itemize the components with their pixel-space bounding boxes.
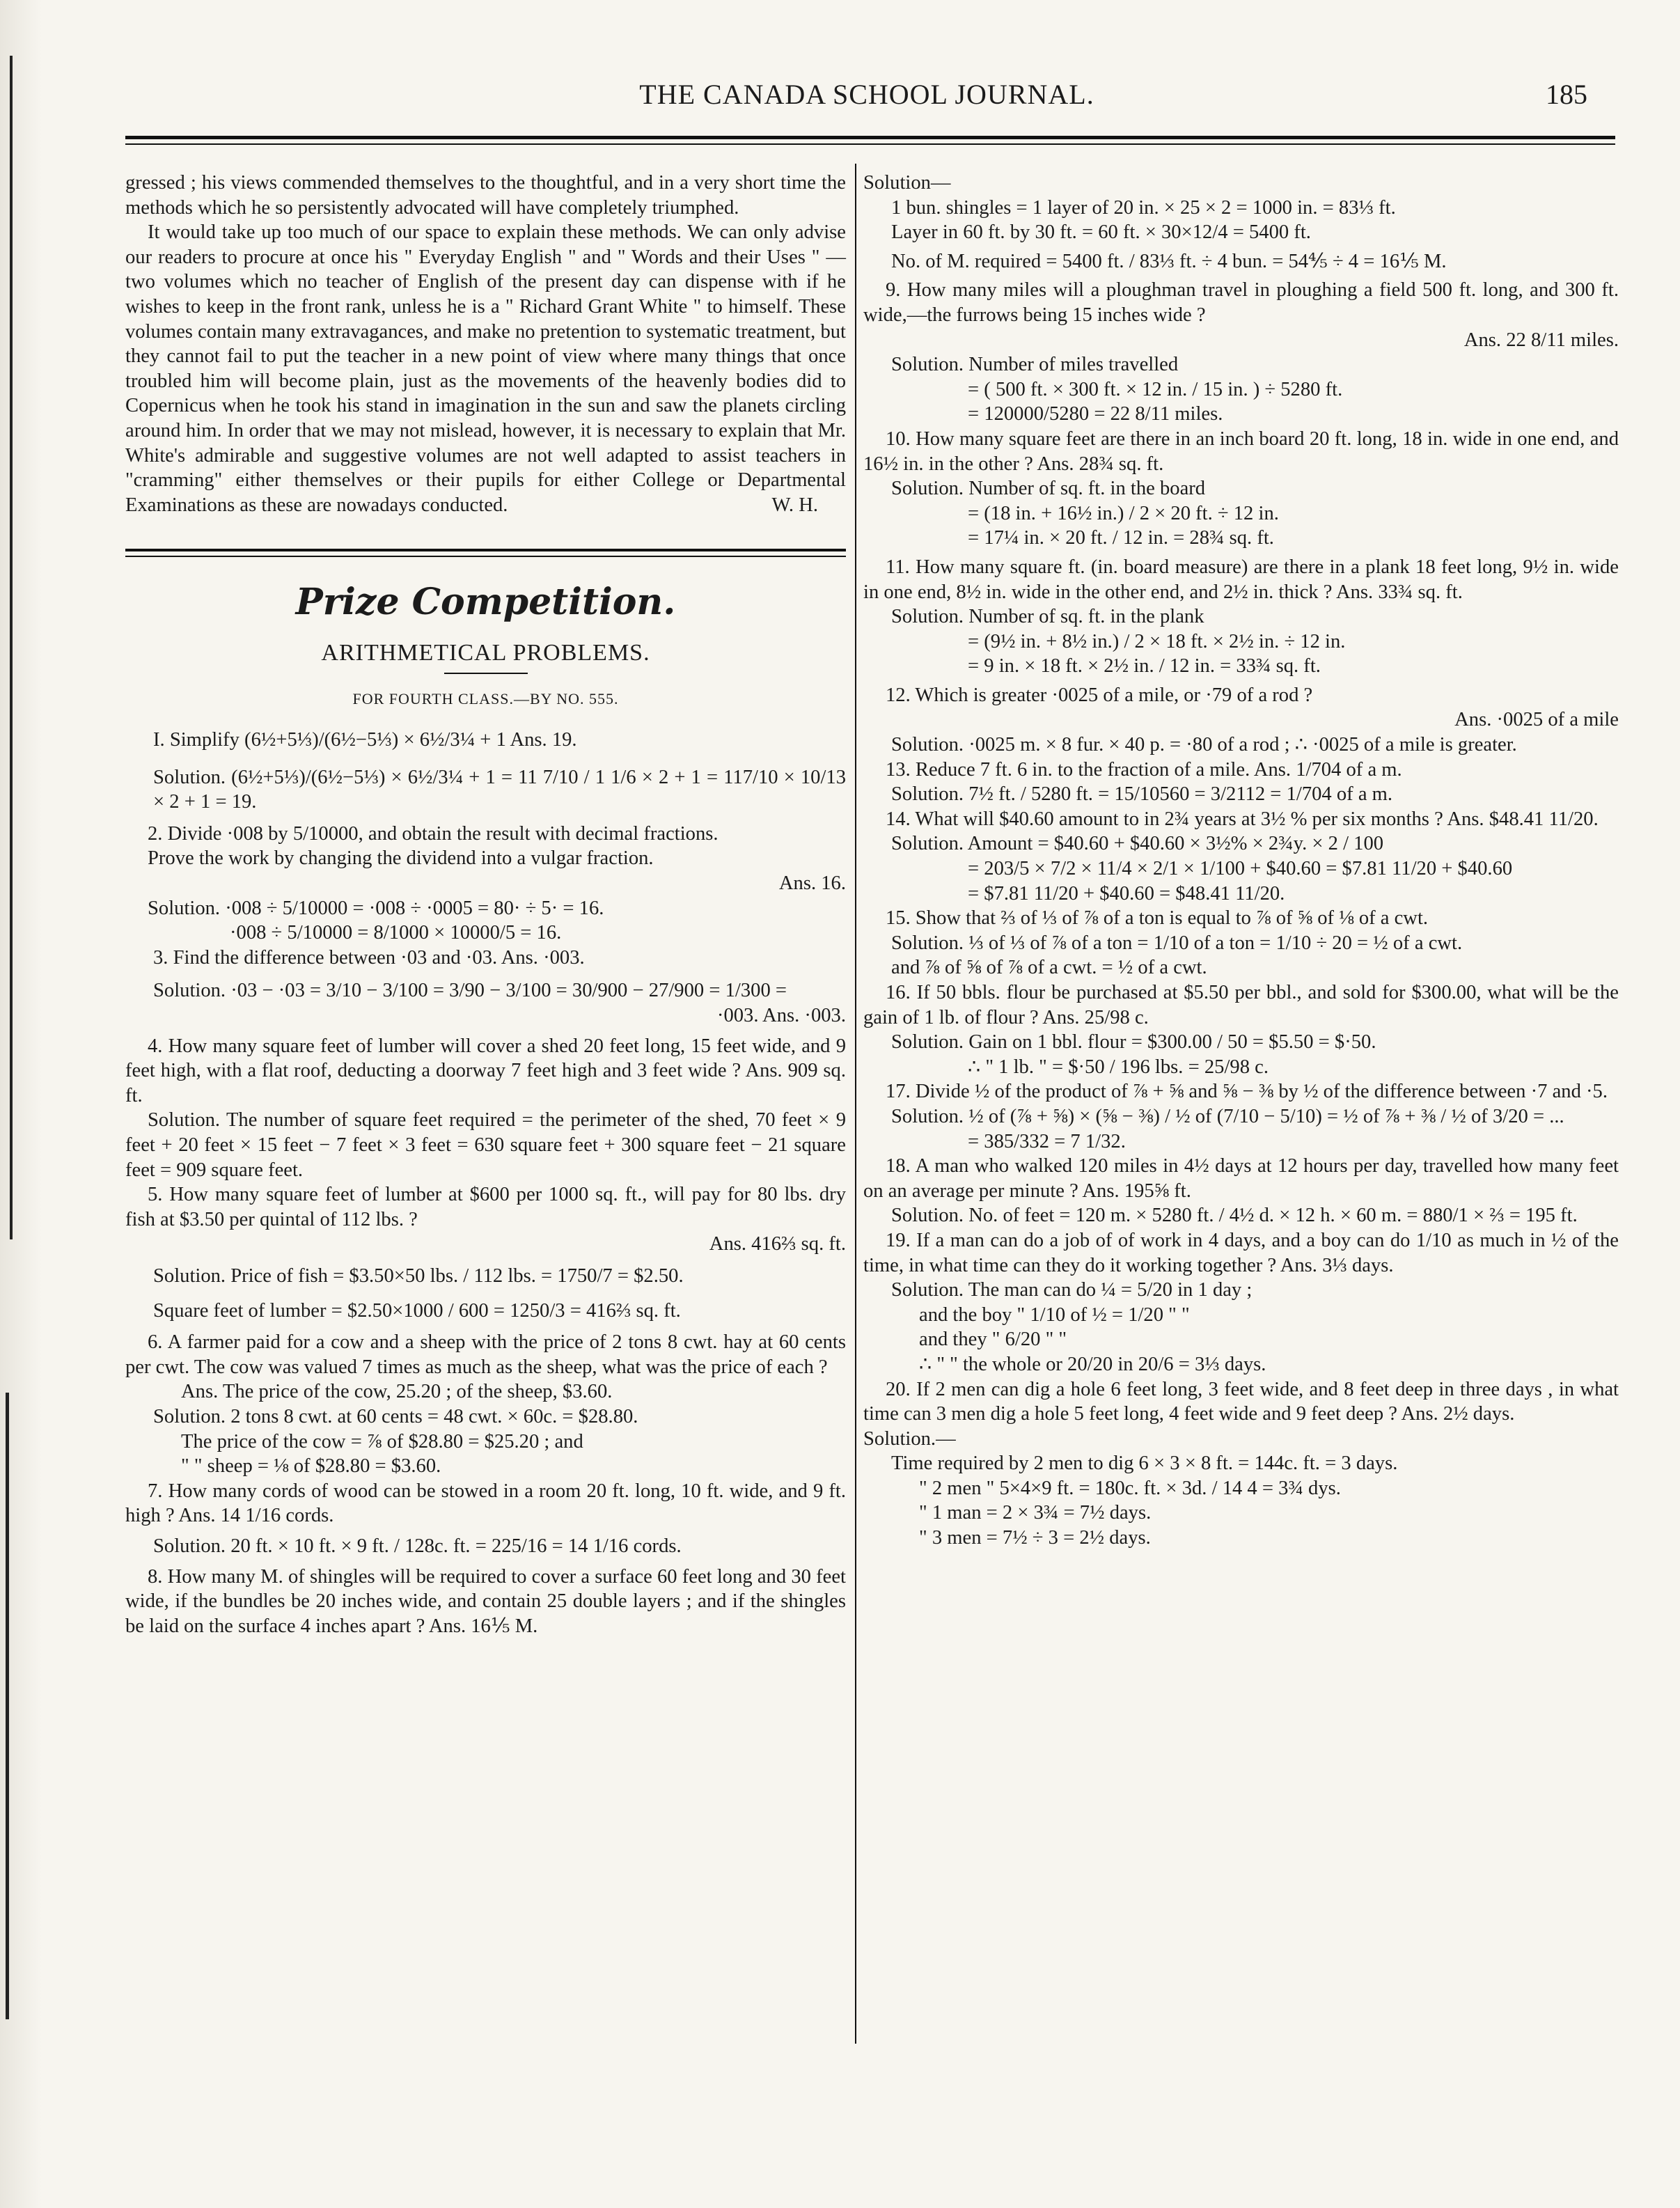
section-rule: [125, 556, 846, 557]
problem-line: 6. A farmer paid for a cow and a sheep with the price of 2 tons 8 cwt. hay at 60 cents per cwt. The cow was valued 7 times as much as the sheep, what was the price of each ?: [125, 1331, 846, 1378]
problem-line: 15. Show that ⅔ of ⅓ of ⅞ of a ton is equal to ⅞ of ⅝ of ⅛ of a cwt.: [886, 907, 1429, 930]
solution-line: Solution. 20 ft. × 10 ft. × 9 ft. / 128c. ft. = 225/16 = 14 1/16 cords.: [153, 1535, 682, 1557]
solution-line: Layer in 60 ft. by 30 ft. = 60 ft. × 30×12/4 = 5400 ft.: [891, 221, 1311, 244]
problem-line: 2. Divide ·008 by 5/10000, and obtain the result with decimal fractions.: [148, 822, 719, 845]
solution-line: The price of the cow = ⅞ of $28.80 = $25.20 ; and: [181, 1430, 583, 1453]
problem-line: 11. How many square ft. (in. board measure) are there in a plank 18 feet long, 9½ in. wide in one end, 8½ in. wide in the other end, and 2½ in. thick ? Ans. 33¾ sq. ft.: [863, 556, 1619, 603]
page-number: 185: [1546, 79, 1587, 110]
solution-line: Solution. ·0025 m. × 8 fur. × 40 p. = ·80 of a rod ; ∴ ·0025 of a mile is greater.: [891, 734, 1517, 756]
problem-line: 10. How many square feet are there in an inch board 20 ft. long, 18 in. wide in one end, and 16½ in. in the other ? Ans. 28¾ sq. ft.: [863, 428, 1619, 475]
section-title: Prize Competition.: [295, 580, 676, 623]
solution-line: and they " 6/20 " ": [919, 1329, 1067, 1351]
solution-line: Solution. ⅓ of ⅓ of ⅞ of a ton = 1/10 of a ton = 1/10 ÷ 20 = ½ of a cwt.: [891, 932, 1463, 954]
left-column: [125, 171, 846, 1638]
binding-mark: [6, 1393, 9, 2019]
solution-line: Solution. ½ of (⅞ + ⅝) × (⅝ − ⅜) / ½ of (7/10 − 5/10) = ½ of ⅞ + ⅜ / ½ of 3/20 = ...: [891, 1105, 1564, 1127]
problem-line: 14. What will $40.60 amount to in 2¾ years at 3½ % per six months ? Ans. $48.41 11/20.: [886, 808, 1599, 830]
solution-line: " " sheep = ⅛ of $28.80 = $3.60.: [181, 1455, 441, 1478]
answer-line: Ans. 22 8/11 miles.: [1463, 329, 1619, 351]
solution-line: Solution. Number of sq. ft. in the board: [891, 478, 1206, 500]
solution-line: ∴ " 1 lb. " = $·50 / 196 lbs. = 25/98 c.: [968, 1056, 1269, 1078]
solution-line: ·008 ÷ 5/10000 = 8/1000 × 10000/5 = 16.: [230, 922, 562, 944]
problem-line: 5. How many square feet of lumber at $600 per 1000 sq. ft., will pay for 80 lbs. dry fish at $3.50 per quintal of 112 lbs. ?: [125, 1184, 846, 1230]
short-rule: [444, 673, 528, 674]
solution-line: = (9½ in. + 8½ in.) / 2 × 18 ft. × 2½ in. ÷ 12 in.: [968, 630, 1346, 652]
signature: W. H.: [771, 494, 818, 517]
solution-line: Solution. 7½ ft. / 5280 ft. = 15/10560 = 3/2112 = 1/704 of a m.: [891, 783, 1393, 806]
essay-paragraph: It would take up too much of our space to explain these methods. We can only advise our readers to procure at once his " Everyday English " and " Words and their Uses " —two volumes which no teacher of English of the present day can dispense with if he wishes to keep in the front rank, unless he is a " Richard Grant White " to himself. These volumes contain many extravagances, and make no pretention to systematic treatment, but they cannot fail to put the teacher in a new point of view where many things that once troubled him will become plain, just as the movements of the heavenly bodies did to Copernicus when he took his stand in imagination in the sun and saw the planets circling around him. In order that we may not mislead, however, it is necessary to explain that Mr. White's admirable and suggestive volumes are not well adapted to assist teachers in "cramming" either themselves or their pupils for either College or Departmental Examinations as these are nowadays conducted.: [125, 221, 846, 516]
journal-title: THE CANADA SCHOOL JOURNAL.: [639, 79, 1094, 110]
solution-line: = (18 in. + 16½ in.) / 2 × 20 ft. ÷ 12 in.: [968, 502, 1279, 524]
solution-line: and the boy " 1/10 of ½ = 1/20 " ": [919, 1303, 1190, 1326]
problem-line: 19. If a man can do a job of of work in 4 days, and a boy can do 1/10 as much in ½ of the time, in what time can they do it working together ? Ans. 3⅓ days.: [863, 1229, 1619, 1276]
solution-line: = $7.81 11/20 + $40.60 = $48.41 11/20.: [968, 882, 1285, 905]
problem-line: Prove the work by changing the dividend into a vulgar fraction.: [148, 847, 654, 870]
problem-line: 3. Find the difference between ·03 and ·03. Ans. ·003.: [153, 946, 585, 969]
problem-line: 17. Divide ½ of the product of ⅞ + ⅝ and ⅝ − ⅜ by ½ of the difference between ·7 and ·5.: [886, 1081, 1608, 1103]
problem-line: 20. If 2 men can dig a hole 6 feet long, 3 feet wide, and 8 feet deep in three days , in what time can 3 men dig a hole 5 feet long, 4 feet wide and 9 feet deep ? Ans. 2½ days.: [863, 1378, 1619, 1425]
solution-line: = 120000/5280 = 22 8/11 miles.: [968, 403, 1223, 425]
header-rule-thin: [125, 143, 1615, 145]
solution-line: Solution. Number of miles travelled: [891, 354, 1179, 376]
answer-line: Ans. The price of the cow, 25.20 ; of the sheep, $3.60.: [181, 1381, 613, 1403]
byline: FOR FOURTH CLASS.—BY NO. 555.: [352, 689, 619, 707]
problem-line: 8. How many M. of shingles will be required to cover a surface 60 feet long and 30 feet wide, if the bundles be 20 inches wide, and contain 25 double layers ; and if the shingles be laid on the surface 4 inches apart ? Ans. 16⅕ M.: [125, 1565, 846, 1637]
solution-line: = 385/332 = 7 1/32.: [968, 1130, 1126, 1152]
solution-line: 1 bun. shingles = 1 layer of 20 in. × 25 × 2 = 1000 in. = 83⅓ ft.: [891, 196, 1396, 219]
problem-line: I. Simplify (6½+5⅓)/(6½−5⅓) × 6½/3¼ + 1 Ans. 19.: [153, 729, 577, 751]
problem-line: 18. A man who walked 120 miles in 4½ days at 12 hours per day, travelled how many feet on an average per minute ? Ans. 195⅝ ft.: [863, 1155, 1619, 1202]
solution-line: Square feet of lumber = $2.50×1000 / 600 = 1250/3 = 416⅔ sq. ft.: [153, 1299, 681, 1322]
solution-line: Solution. (6½+5⅓)/(6½−5⅓) × 6½/3¼ + 1 = 11 7/10 / 1 1/6 × 2 + 1 = 117/10 × 10/13 × 2 + 1 = 19.: [153, 766, 846, 813]
solution-line: Solution. 2 tons 8 cwt. at 60 cents = 48 cwt. × 60c. = $28.80.: [153, 1405, 638, 1427]
solution-line: " 3 men = 7½ ÷ 3 = 2½ days.: [919, 1527, 1151, 1549]
problem-line: 13. Reduce 7 ft. 6 in. to the fraction of a mile. Ans. 1/704 of a m.: [886, 758, 1402, 781]
solution-line: Time required by 2 men to dig 6 × 3 × 8 ft. = 144c. ft. = 3 days.: [891, 1453, 1398, 1475]
solution-line: Solution. Gain on 1 bbl. flour = $300.00 / 50 = $5.50 = $·50.: [891, 1031, 1376, 1054]
solution-line: No. of M. required = 5400 ft. / 83⅓ ft. ÷ 4 bun. = 54⅘ ÷ 4 = 16⅕ M.: [891, 250, 1447, 272]
solution-line: Solution. ·008 ÷ 5/10000 = ·008 ÷ ·0005 = 80· ÷ 5· = 16.: [148, 897, 604, 919]
solution-line: Solution—: [863, 172, 951, 194]
solution-line: Solution. Amount = $40.60 + $40.60 × 3½% × 2¾y. × 2 / 100: [891, 833, 1384, 855]
solution-line: Solution. The number of square feet required = the perimeter of the shed, 70 feet × 9 feet + 20 feet × 15 feet − 7 feet × 3 feet = 630 square feet + 300 square feet − 21 square feet = 909 square feet.: [125, 1109, 846, 1181]
solution-line: Solution. ·03 − ·03 = 3/10 − 3/100 = 3/90 − 3/100 = 30/900 − 27/900 = 1/300 =: [153, 980, 787, 1002]
answer-line: Ans. 16.: [778, 872, 846, 895]
solution-line: and ⅞ of ⅝ of ⅞ of a cwt. = ½ of a cwt.: [891, 957, 1207, 979]
solution-line: " 1 man = 2 × 3¾ = 7½ days.: [919, 1502, 1152, 1524]
solution-line: Solution.—: [863, 1427, 956, 1450]
running-header: [125, 78, 1608, 120]
solution-line: ∴ " " the whole or 20/20 in 20/6 = 3⅓ days.: [919, 1353, 1266, 1375]
binding-mark: [10, 56, 13, 1239]
problem-line: 7. How many cords of wood can be stowed in a room 20 ft. long, 10 ft. wide, and 9 ft. high ? Ans. 14 1/16 cords.: [125, 1480, 846, 1527]
solution-line: Solution. Price of fish = $3.50×50 lbs. / 112 lbs. = 1750/7 = $2.50.: [153, 1264, 684, 1287]
problem-line: 9. How many miles will a ploughman travel in ploughing a field 500 ft. long, and 300 ft. wide,—the furrows being 15 inches wide ?: [863, 279, 1619, 326]
solution-line: Solution. The man can do ¼ = 5/20 in 1 day ;: [891, 1279, 1253, 1301]
solution-line: " 2 men " 5×4×9 ft. = 180c. ft. × 3d. / 14 4 = 3¾ dys.: [919, 1477, 1341, 1499]
solution-line: = 203/5 × 7/2 × 11/4 × 2/1 × 1/100 + $40.60 = $7.81 11/20 + $40.60: [968, 858, 1513, 880]
answer-line: ·003. Ans. ·003.: [716, 1005, 846, 1027]
solution-line: = ( 500 ft. × 300 ft. × 12 in. / 15 in. ) ÷ 5280 ft.: [968, 378, 1343, 400]
problems-heading: ARITHMETICAL PROBLEMS.: [321, 639, 650, 666]
answer-line: Ans. 416⅔ sq. ft.: [709, 1233, 846, 1255]
solution-line: Solution. Number of sq. ft. in the plank: [891, 606, 1204, 628]
header-rule-thick: [125, 136, 1615, 139]
problem-line: 4. How many square feet of lumber will cover a shed 20 feet long, 15 feet wide, and 9 feet high, with a flat roof, deducting a doorway 7 feet high and 3 feet wide ? Ans. 909 sq. ft.: [125, 1035, 846, 1106]
column-divider: [855, 164, 856, 2044]
essay-paragraph: gressed ; his views commended themselves to the thoughtful, and in a very short time the methods which he so persistently advocated will have completely triumphed.: [125, 172, 846, 219]
problem-line: 12. Which is greater ·0025 of a mile, or ·79 of a rod ?: [886, 684, 1313, 706]
section-rule: [125, 549, 846, 551]
right-column: [863, 171, 1619, 1551]
problem-line: 16. If 50 bbls. flour be purchased at $5.50 per bbl., and sold for $300.00, what will be the gain of 1 lb. of flour ? Ans. 25/98 c.: [863, 982, 1619, 1028]
solution-line: = 17¼ in. × 20 ft. / 12 in. = 28¾ sq. ft.: [968, 527, 1274, 549]
answer-line: Ans. ·0025 of a mile: [1454, 709, 1619, 731]
solution-line: Solution. No. of feet = 120 m. × 5280 ft. / 4½ d. × 12 h. × 60 m. = 880/1 × ⅔ = 195 ft.: [891, 1205, 1578, 1227]
solution-line: = 9 in. × 18 ft. × 2½ in. / 12 in. = 33¾ sq. ft.: [968, 655, 1321, 678]
